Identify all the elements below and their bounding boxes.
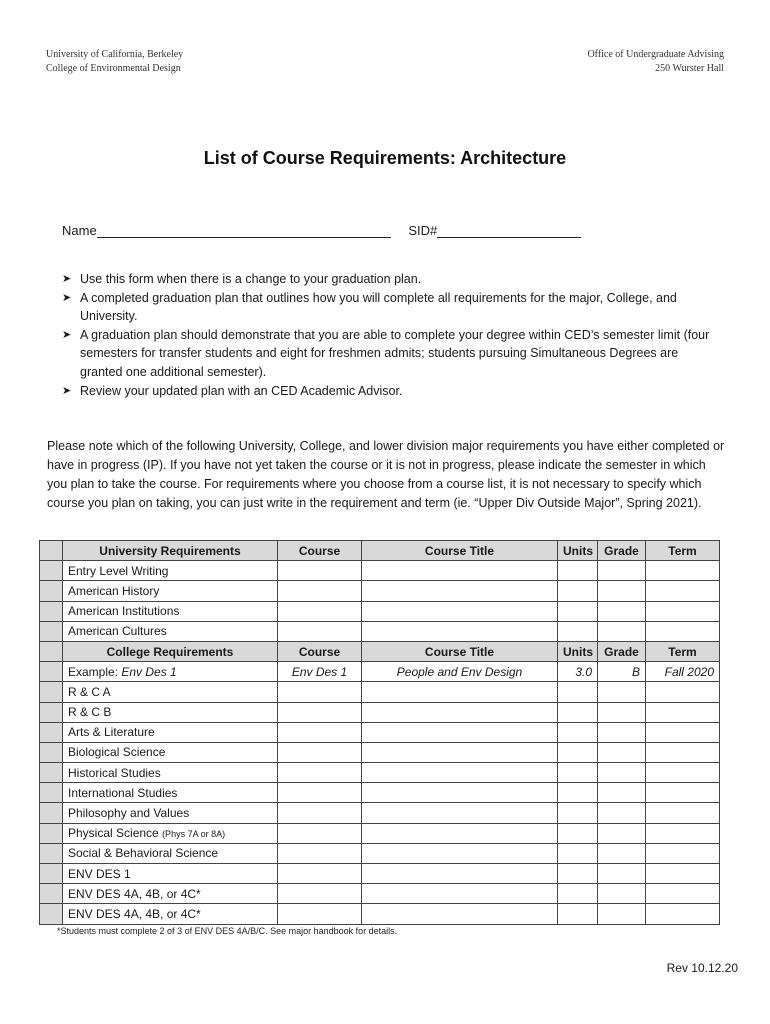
table-row — [40, 864, 720, 884]
grade-cell[interactable] — [598, 803, 646, 823]
table-row — [40, 783, 720, 803]
col-title-header: Course Title — [362, 541, 558, 561]
title-cell[interactable] — [362, 621, 558, 641]
term-cell[interactable] — [646, 843, 720, 863]
footnote: *Students must complete 2 of 3 of ENV DES 4A/B/C. See major handbook for details. — [57, 926, 398, 936]
header-left — [46, 48, 183, 76]
row-marker — [40, 581, 63, 601]
grade-cell[interactable] — [598, 742, 646, 762]
row-marker — [40, 541, 63, 561]
grade-cell[interactable] — [598, 843, 646, 863]
revision-label: Rev 10.12.20 — [666, 961, 738, 975]
office-name: Office of Undergraduate Advising — [587, 49, 724, 60]
grade-cell[interactable] — [598, 581, 646, 601]
units-cell[interactable] — [558, 682, 598, 702]
units-cell[interactable] — [558, 702, 598, 722]
name-label: Name — [62, 223, 97, 238]
units-cell[interactable] — [558, 904, 598, 924]
requirement-label: Social & Behavioral Science — [63, 843, 278, 863]
course-cell[interactable] — [278, 763, 362, 783]
example-term: Fall 2020 — [646, 662, 720, 682]
col-units-header: Units — [558, 541, 598, 561]
example-label: Example: Env Des 1 — [63, 662, 278, 682]
table-row — [40, 581, 720, 601]
row-marker — [40, 904, 63, 924]
header-right — [587, 48, 724, 76]
course-cell[interactable] — [278, 702, 362, 722]
title-cell[interactable] — [362, 884, 558, 904]
table-row — [40, 904, 720, 924]
list-item: ➤ Review your updated plan with an CED Academic Advisor. — [62, 382, 722, 401]
instruction-list — [62, 270, 722, 400]
requirement-label: R & C B — [63, 702, 278, 722]
grade-cell[interactable] — [598, 682, 646, 702]
requirement-label: R & C A — [63, 682, 278, 702]
col-term-header: Term — [646, 641, 720, 661]
example-grade: B — [598, 662, 646, 682]
university-requirements-header: University Requirements — [63, 541, 278, 561]
units-cell[interactable] — [558, 843, 598, 863]
term-cell[interactable] — [646, 722, 720, 742]
example-units: 3.0 — [558, 662, 598, 682]
office-address: 250 Wurster Hall — [655, 63, 724, 74]
arrow-bullet-icon: ➤ — [62, 328, 72, 341]
university-header-row — [40, 541, 720, 561]
requirement-label: ENV DES 4A, 4B, or 4C* — [63, 904, 278, 924]
title-cell[interactable] — [362, 742, 558, 762]
grade-cell[interactable] — [598, 601, 646, 621]
grade-cell[interactable] — [598, 884, 646, 904]
title-cell[interactable] — [362, 763, 558, 783]
arrow-bullet-icon: ➤ — [62, 273, 72, 285]
col-title-header: Course Title — [362, 641, 558, 661]
term-cell[interactable] — [646, 742, 720, 762]
requirement-label: ENV DES 4A, 4B, or 4C* — [63, 884, 278, 904]
col-term-header: Term — [646, 541, 720, 561]
list-item: ➤ A graduation plan should demonstrate that you are able to complete your degree within CED’s semester limit (four semesters for transfer students and eight for freshmen admits; students pursuing Simultaneous Degrees are granted one additional semester). — [62, 327, 710, 379]
title-cell[interactable] — [362, 561, 558, 581]
list-item: ➤ A completed graduation plan that outlines how you will complete all requirements for the major, College, and University. — [62, 290, 677, 324]
units-cell[interactable] — [558, 561, 598, 581]
title-cell[interactable] — [362, 702, 558, 722]
course-cell[interactable] — [278, 823, 362, 843]
course-cell[interactable] — [278, 864, 362, 884]
course-cell[interactable] — [278, 581, 362, 601]
row-marker — [40, 742, 63, 762]
term-cell[interactable] — [646, 702, 720, 722]
units-cell[interactable] — [558, 621, 598, 641]
term-cell[interactable] — [646, 803, 720, 823]
example-row — [40, 662, 720, 682]
term-cell[interactable] — [646, 864, 720, 884]
units-cell[interactable] — [558, 742, 598, 762]
col-grade-header: Grade — [598, 541, 646, 561]
term-cell[interactable] — [646, 904, 720, 924]
course-cell[interactable] — [278, 621, 362, 641]
term-cell[interactable] — [646, 601, 720, 621]
title-cell[interactable] — [362, 823, 558, 843]
requirement-label: Philosophy and Values — [63, 803, 278, 823]
title-cell[interactable] — [362, 864, 558, 884]
units-cell[interactable] — [558, 763, 598, 783]
row-marker — [40, 864, 63, 884]
list-item: ➤ Use this form when there is a change to your graduation plan. — [62, 270, 722, 289]
units-cell[interactable] — [558, 601, 598, 621]
units-cell[interactable] — [558, 823, 598, 843]
requirement-label: Biological Science — [63, 742, 278, 762]
table-row — [40, 803, 720, 823]
course-cell[interactable] — [278, 742, 362, 762]
grade-cell[interactable] — [598, 722, 646, 742]
name-field[interactable] — [97, 223, 391, 238]
grade-cell[interactable] — [598, 621, 646, 641]
row-marker — [40, 823, 63, 843]
table-row — [40, 823, 720, 843]
requirement-label: International Studies — [63, 783, 278, 803]
course-cell[interactable] — [278, 904, 362, 924]
intro-paragraph: Please note which of the following University, College, and lower division major requirements you have either completed or have in progress (IP). If you have not yet taken the course or it is not in progress, please indicate the semester in which you plan to take the course. For requirements where you choose from a course list, it is not necessary to specify which course you plan on taking, you can just write in the requirement and term (ie. “Upper Div Outside Major”, Spring 2021). — [47, 439, 725, 510]
college-name: College of Environmental Design — [46, 63, 181, 74]
title-cell[interactable] — [362, 682, 558, 702]
requirement-note: (Phys 7A or 8A) — [162, 829, 226, 840]
name-sid-row — [62, 223, 581, 238]
table-row — [40, 702, 720, 722]
course-cell[interactable] — [278, 783, 362, 803]
course-cell[interactable] — [278, 803, 362, 823]
col-course-header: Course — [278, 641, 362, 661]
requirement-label: American Institutions — [63, 601, 278, 621]
sid-field[interactable] — [437, 223, 581, 238]
term-cell[interactable] — [646, 682, 720, 702]
example-course: Env Des 1 — [278, 662, 362, 682]
row-marker — [40, 783, 63, 803]
table-row — [40, 763, 720, 783]
grade-cell[interactable] — [598, 763, 646, 783]
table-row — [40, 682, 720, 702]
grade-cell[interactable] — [598, 702, 646, 722]
title-cell[interactable] — [362, 803, 558, 823]
arrow-bullet-icon: ➤ — [62, 291, 72, 304]
title-cell[interactable] — [362, 581, 558, 601]
grade-cell[interactable] — [598, 823, 646, 843]
title-cell[interactable] — [362, 722, 558, 742]
course-cell[interactable] — [278, 843, 362, 863]
arrow-bullet-icon: ➤ — [62, 384, 72, 397]
sid-label: SID# — [408, 223, 438, 238]
table-row — [40, 742, 720, 762]
grade-cell[interactable] — [598, 864, 646, 884]
course-cell[interactable] — [278, 884, 362, 904]
table-row — [40, 621, 720, 641]
term-cell[interactable] — [646, 621, 720, 641]
row-marker — [40, 641, 63, 661]
row-marker — [40, 722, 63, 742]
example-title: People and Env Design — [362, 662, 558, 682]
grade-cell[interactable] — [598, 561, 646, 581]
row-marker — [40, 702, 63, 722]
row-marker — [40, 662, 63, 682]
row-marker — [40, 763, 63, 783]
table-row — [40, 884, 720, 904]
title-cell[interactable] — [362, 843, 558, 863]
units-cell[interactable] — [558, 581, 598, 601]
term-cell[interactable] — [646, 783, 720, 803]
requirement-label: American History — [63, 581, 278, 601]
term-cell[interactable] — [646, 823, 720, 843]
course-cell[interactable] — [278, 561, 362, 581]
requirement-label: Arts & Literature — [63, 722, 278, 742]
col-course-header: Course — [278, 541, 362, 561]
college-header-row — [40, 641, 720, 661]
grade-cell[interactable] — [598, 783, 646, 803]
col-units-header: Units — [558, 641, 598, 661]
college-requirements-header: College Requirements — [63, 641, 278, 661]
course-cell[interactable] — [278, 601, 362, 621]
table-row — [40, 843, 720, 863]
units-cell[interactable] — [558, 722, 598, 742]
row-marker — [40, 621, 63, 641]
units-cell[interactable] — [558, 884, 598, 904]
course-cell[interactable] — [278, 722, 362, 742]
requirement-label: ENV DES 1 — [63, 864, 278, 884]
requirement-label: Physical Science (Phys 7A or 8A) — [63, 823, 278, 843]
units-cell[interactable] — [558, 803, 598, 823]
row-marker — [40, 601, 63, 621]
table-row — [40, 561, 720, 581]
term-cell[interactable] — [646, 581, 720, 601]
row-marker — [40, 843, 63, 863]
row-marker — [40, 884, 63, 904]
term-cell[interactable] — [646, 884, 720, 904]
requirement-label: Historical Studies — [63, 763, 278, 783]
col-grade-header: Grade — [598, 641, 646, 661]
title-cell[interactable] — [362, 904, 558, 924]
grade-cell[interactable] — [598, 904, 646, 924]
table-row — [40, 601, 720, 621]
page-title: List of Course Requirements: Architecture — [203, 148, 567, 168]
units-cell[interactable] — [558, 864, 598, 884]
term-cell[interactable] — [646, 763, 720, 783]
university-name: University of California, Berkeley — [46, 49, 184, 60]
units-cell[interactable] — [558, 783, 598, 803]
title-cell[interactable] — [362, 601, 558, 621]
row-marker — [40, 561, 63, 581]
title-cell[interactable] — [362, 783, 558, 803]
row-marker — [40, 803, 63, 823]
row-marker — [40, 682, 63, 702]
course-cell[interactable] — [278, 682, 362, 702]
requirement-label: American Cultures — [63, 621, 278, 641]
requirements-table — [39, 540, 720, 925]
term-cell[interactable] — [646, 561, 720, 581]
requirement-label: Entry Level Writing — [63, 561, 278, 581]
table-row — [40, 722, 720, 742]
